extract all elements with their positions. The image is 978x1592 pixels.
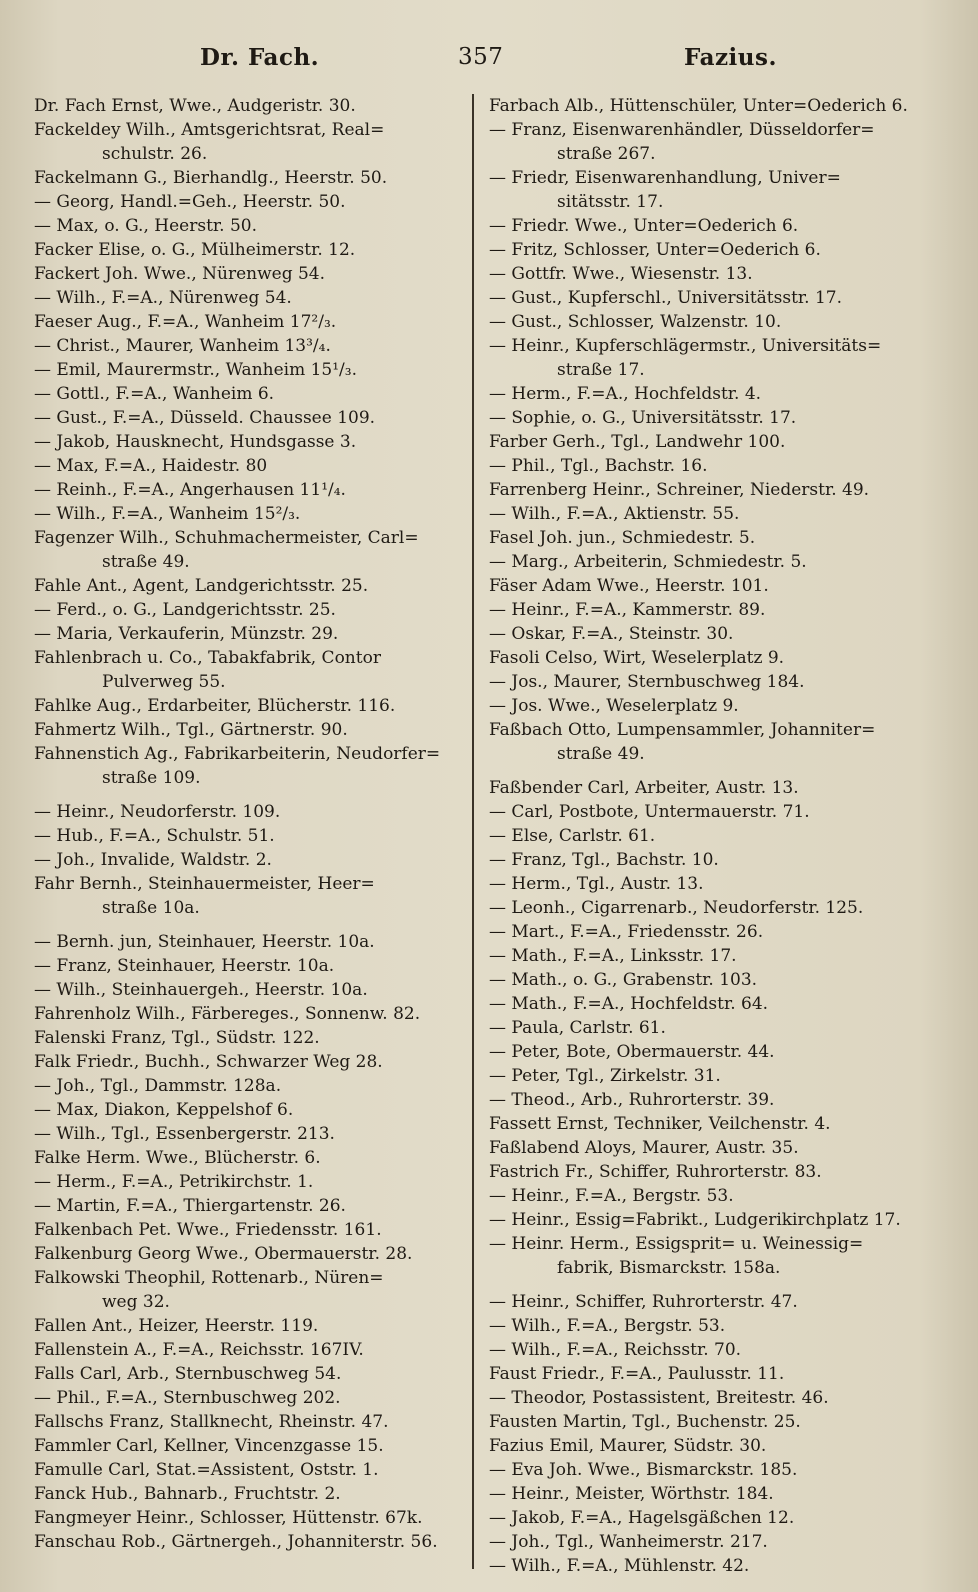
directory-entry-line: Falkenburg Georg Wwe., Obermauerstr. 28. (34, 1244, 413, 1264)
directory-entry-line: Farbach Alb., Hüttenschüler, Unter=Oederich 6. (489, 96, 908, 116)
directory-entry-line: Fallenstein A., F.=A., Reichsstr. 167IV. (34, 1340, 364, 1360)
directory-entry-line: Falk Friedr., Buchh., Schwarzer Weg 28. (34, 1052, 383, 1072)
directory-entry-line: — Heinr., Meister, Wörthstr. 184. (489, 1484, 774, 1504)
directory-entry-line: — Jos. Wwe., Weselerplatz 9. (489, 696, 739, 716)
directory-entry-line: — Georg, Handl.=Geh., Heerstr. 50. (34, 192, 346, 212)
directory-entry-line: — Franz, Tgl., Bachstr. 10. (489, 850, 719, 870)
directory-entry-line: — Max, F.=A., Haidestr. 80 (34, 456, 268, 476)
entry-continuation-line: straße 10a. (102, 898, 200, 918)
directory-entry-line: Famulle Carl, Stat.=Assistent, Oststr. 1. (34, 1460, 379, 1480)
directory-entry-line: — Jakob, F.=A., Hagelsgäßchen 12. (489, 1508, 795, 1528)
entry-continuation-line: straße 267. (557, 144, 656, 164)
entry-continuation-line: weg 32. (102, 1292, 170, 1312)
directory-entry-line: Fazius Emil, Maurer, Südstr. 30. (489, 1436, 767, 1456)
directory-entry-line: — Jos., Maurer, Sternbuschweg 184. (489, 672, 805, 692)
directory-entry-line: — Fritz, Schlosser, Unter=Oederich 6. (489, 240, 821, 260)
directory-entry-line: — Emil, Maurermstr., Wanheim 15¹/₃. (34, 360, 358, 380)
directory-entry-line: Fahlenbrach u. Co., Tabakfabrik, Contor (34, 648, 381, 668)
directory-entry-line: — Heinr., Neudorferstr. 109. (34, 802, 281, 822)
directory-entry-line: — Hub., F.=A., Schulstr. 51. (34, 826, 275, 846)
directory-entry-line: — Gust., Kupferschl., Universitätsstr. 17. (489, 288, 843, 308)
directory-entry-line: — Wilh., F.=A., Aktienstr. 55. (489, 504, 740, 524)
directory-entry-line: — Wilh., Steinhauergeh., Heerstr. 10a. (34, 980, 368, 1000)
directory-entry-line: — Ferd., o. G., Landgerichtsstr. 25. (34, 600, 336, 620)
directory-entry-line: — Theod., Arb., Ruhrorterstr. 39. (489, 1090, 775, 1110)
column-divider (472, 94, 474, 1569)
directory-entry-line: — Heinr. Herm., Essigsprit= u. Weinessig= (489, 1234, 864, 1254)
directory-entry-line: — Gottl., F.=A., Wanheim 6. (34, 384, 275, 404)
directory-entry-line: Faßbender Carl, Arbeiter, Austr. 13. (489, 778, 799, 798)
directory-entry-line: Fassett Ernst, Techniker, Veilchenstr. 4. (489, 1114, 831, 1134)
directory-entry-line: — Bernh. jun, Steinhauer, Heerstr. 10a. (34, 932, 375, 952)
directory-entry-line: Fackelmann G., Bierhandlg., Heerstr. 50. (34, 168, 388, 188)
directory-entry-line: Falkenbach Pet. Wwe., Friedensstr. 161. (34, 1220, 382, 1240)
entry-continuation-line: straße 109. (102, 768, 201, 788)
directory-entry-line: Fasel Joh. jun., Schmiedestr. 5. (489, 528, 756, 548)
directory-entry-line: Fallen Ant., Heizer, Heerstr. 119. (34, 1316, 319, 1336)
directory-entry-line: Faust Friedr., F.=A., Paulusstr. 11. (489, 1364, 785, 1384)
directory-entry-line: — Heinr., F.=A., Bergstr. 53. (489, 1186, 734, 1206)
directory-entry-line: — Joh., Tgl., Wanheimerstr. 217. (489, 1532, 768, 1552)
directory-entry-line: — Joh., Tgl., Dammstr. 128a. (34, 1076, 282, 1096)
directory-entry-line: Fahrenholz Wilh., Färbereges., Sonnenw. 82. (34, 1004, 421, 1024)
directory-entry-line: Fahmertz Wilh., Tgl., Gärtnerstr. 90. (34, 720, 348, 740)
entry-continuation-line: straße 49. (557, 744, 645, 764)
directory-entry-line: — Friedr. Wwe., Unter=Oederich 6. (489, 216, 799, 236)
directory-entry-line: — Wilh., F.=A., Mühlenstr. 42. (489, 1556, 750, 1576)
directory-entry-line: — Wilh., F.=A., Nürenweg 54. (34, 288, 292, 308)
directory-entry-line: Fahlke Aug., Erdarbeiter, Blücherstr. 116. (34, 696, 396, 716)
directory-entry-line: — Max, o. G., Heerstr. 50. (34, 216, 258, 236)
entry-continuation-line: schulstr. 26. (102, 144, 208, 164)
directory-entry-line: — Phil., F.=A., Sternbuschweg 202. (34, 1388, 341, 1408)
directory-entry-line: — Marg., Arbeiterin, Schmiedestr. 5. (489, 552, 807, 572)
directory-entry-line: — Franz, Steinhauer, Heerstr. 10a. (34, 956, 335, 976)
directory-entry-line: Fausten Martin, Tgl., Buchenstr. 25. (489, 1412, 801, 1432)
entry-continuation-line: fabrik, Bismarckstr. 158a. (557, 1258, 781, 1278)
directory-entry-line: Falkowski Theophil, Rottenarb., Nüren= (34, 1268, 384, 1288)
directory-entry-line: — Peter, Bote, Obermauerstr. 44. (489, 1042, 775, 1062)
directory-entry-line: Fammler Carl, Kellner, Vincenzgasse 15. (34, 1436, 384, 1456)
directory-entry-line: — Franz, Eisenwarenhändler, Düsseldorfer= (489, 120, 875, 140)
directory-entry-line: — Else, Carlstr. 61. (489, 826, 656, 846)
directory-entry-line: — Reinh., F.=A., Angerhausen 11¹/₄. (34, 480, 346, 500)
directory-entry-line: — Math., o. G., Grabenstr. 103. (489, 970, 758, 990)
entry-continuation-line: straße 49. (102, 552, 190, 572)
directory-entry-line: Fäser Adam Wwe., Heerstr. 101. (489, 576, 769, 596)
directory-entry-line: — Wilh., F.=A., Wanheim 15²/₃. (34, 504, 301, 524)
directory-entry-line: — Mart., F.=A., Friedensstr. 26. (489, 922, 764, 942)
directory-entry-line: — Peter, Tgl., Zirkelstr. 31. (489, 1066, 721, 1086)
directory-entry-line: — Christ., Maurer, Wanheim 13³/₄. (34, 336, 331, 356)
directory-entry-line: — Heinr., Kupferschlägermstr., Universitäts= (489, 336, 882, 356)
directory-entry-line: Fahnenstich Ag., Fabrikarbeiterin, Neudorfer= (34, 744, 441, 764)
directory-entry-line: Falke Herm. Wwe., Blücherstr. 6. (34, 1148, 321, 1168)
directory-entry-line: — Maria, Verkauferin, Münzstr. 29. (34, 624, 339, 644)
directory-entry-line: — Wilh., F.=A., Bergstr. 53. (489, 1316, 726, 1336)
directory-entry-line: — Phil., Tgl., Bachstr. 16. (489, 456, 708, 476)
directory-entry-line: — Heinr., Essig=Fabrikt., Ludgerikirchplatz 17. (489, 1210, 901, 1230)
directory-entry-line: Fanck Hub., Bahnarb., Fruchtstr. 2. (34, 1484, 341, 1504)
directory-entry-line: — Leonh., Cigarrenarb., Neudorferstr. 125. (489, 898, 864, 918)
directory-entry-line: — Martin, F.=A., Thiergartenstr. 26. (34, 1196, 346, 1216)
entry-continuation-line: straße 17. (557, 360, 645, 380)
running-head-left: Dr. Fach. (200, 44, 320, 71)
directory-entry-line: Faßbach Otto, Lumpensammler, Johanniter= (489, 720, 876, 740)
entry-continuation-line: Pulverweg 55. (102, 672, 226, 692)
directory-entry-line: Fackert Joh. Wwe., Nürenweg 54. (34, 264, 326, 284)
directory-entry-line: — Wilh., Tgl., Essenbergerstr. 213. (34, 1124, 335, 1144)
directory-entry-line: Fahr Bernh., Steinhauermeister, Heer= (34, 874, 375, 894)
directory-entry-line: Fackeldey Wilh., Amtsgerichtsrat, Real= (34, 120, 385, 140)
directory-entry-line: — Theodor, Postassistent, Breitestr. 46. (489, 1388, 829, 1408)
directory-entry-line: Faßlabend Aloys, Maurer, Austr. 35. (489, 1138, 799, 1158)
directory-entry-line: — Gust., Schlosser, Walzenstr. 10. (489, 312, 782, 332)
directory-entry-line: — Herm., F.=A., Hochfeldstr. 4. (489, 384, 762, 404)
directory-entry-line: Farrenberg Heinr., Schreiner, Niederstr. 49. (489, 480, 870, 500)
directory-entry-line: Fanschau Rob., Gärtnergeh., Johanniterstr. 56. (34, 1532, 438, 1552)
directory-entry-line: — Herm., F.=A., Petrikirchstr. 1. (34, 1172, 314, 1192)
directory-entry-line: — Paula, Carlstr. 61. (489, 1018, 666, 1038)
directory-entry-line: — Sophie, o. G., Universitätsstr. 17. (489, 408, 797, 428)
directory-entry-line: — Gottfr. Wwe., Wiesenstr. 13. (489, 264, 753, 284)
directory-entry-line: Fasoli Celso, Wirt, Weselerplatz 9. (489, 648, 785, 668)
directory-entry-line: — Joh., Invalide, Waldstr. 2. (34, 850, 272, 870)
directory-entry-line: Fahle Ant., Agent, Landgerichtsstr. 25. (34, 576, 369, 596)
directory-entry-line: — Herm., Tgl., Austr. 13. (489, 874, 704, 894)
directory-entry-line: Fallschs Franz, Stallknecht, Rheinstr. 47. (34, 1412, 389, 1432)
directory-entry-line: — Math., F.=A., Hochfeldstr. 64. (489, 994, 769, 1014)
directory-entry-line: — Max, Diakon, Keppelshof 6. (34, 1100, 294, 1120)
directory-entry-line: Fastrich Fr., Schiffer, Ruhrorterstr. 83. (489, 1162, 822, 1182)
running-head-right: Fazius. (684, 44, 777, 71)
directory-entry-line: — Jakob, Hausknecht, Hundsgasse 3. (34, 432, 357, 452)
directory-entry-line: — Heinr., Schiffer, Ruhrorterstr. 47. (489, 1292, 798, 1312)
directory-entry-line: Dr. Fach Ernst, Wwe., Audgeristr. 30. (34, 96, 356, 116)
left-column (34, 94, 464, 1554)
directory-entry-line: — Friedr, Eisenwarenhandlung, Univer= (489, 168, 841, 188)
directory-entry-line: — Math., F.=A., Linksstr. 17. (489, 946, 737, 966)
directory-entry-line: — Oskar, F.=A., Steinstr. 30. (489, 624, 734, 644)
directory-entry-line: Faeser Aug., F.=A., Wanheim 17²/₃. (34, 312, 337, 332)
directory-entry-line: Falls Carl, Arb., Sternbuschweg 54. (34, 1364, 342, 1384)
directory-entry-line: Farber Gerh., Tgl., Landwehr 100. (489, 432, 786, 452)
directory-entry-line: — Eva Joh. Wwe., Bismarckstr. 185. (489, 1460, 798, 1480)
directory-entry-line: — Carl, Postbote, Untermauerstr. 71. (489, 802, 810, 822)
directory-entry-line: — Gust., F.=A., Düsseld. Chaussee 109. (34, 408, 376, 428)
page-number: 357 (458, 44, 504, 70)
directory-entry-line: Fangmeyer Heinr., Schlosser, Hüttenstr. 67k. (34, 1508, 423, 1528)
directory-entry-line: — Heinr., F.=A., Kammerstr. 89. (489, 600, 766, 620)
directory-entry-line: Fagenzer Wilh., Schuhmachermeister, Carl= (34, 528, 419, 548)
right-column (489, 94, 935, 1578)
directory-entry-line: — Wilh., F.=A., Reichsstr. 70. (489, 1340, 742, 1360)
entry-continuation-line: sitätsstr. 17. (557, 192, 664, 212)
directory-entry-line: Facker Elise, o. G., Mülheimerstr. 12. (34, 240, 356, 260)
directory-entry-line: Falenski Franz, Tgl., Südstr. 122. (34, 1028, 320, 1048)
